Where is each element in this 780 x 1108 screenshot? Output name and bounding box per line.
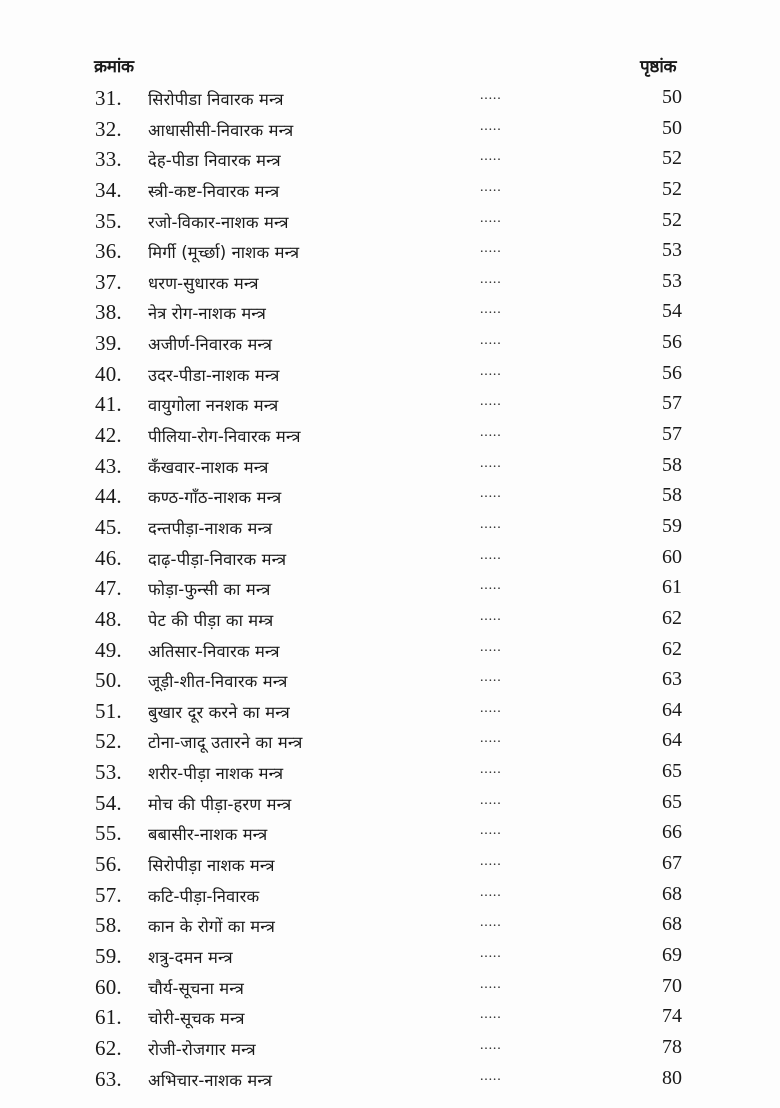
leader-dots: ..... — [480, 455, 502, 471]
entry-title: कटि-पीड़ा-निवारक — [148, 886, 260, 906]
toc-entry — [0, 697, 780, 728]
entry-page-number: 65 — [662, 790, 682, 813]
entry-page-number: 80 — [662, 1066, 682, 1089]
entry-number: 58. — [95, 913, 122, 938]
leader-dots: ..... — [480, 363, 502, 379]
entry-number: 53. — [95, 760, 122, 785]
leader-dots: ..... — [480, 670, 502, 686]
page-number-heading: पृष्ठांक — [640, 57, 677, 77]
leader-dots: ..... — [480, 149, 502, 165]
leader-dots: ..... — [480, 762, 502, 778]
leader-dots: ..... — [480, 700, 502, 716]
entry-number: 56. — [95, 852, 122, 877]
entry-title: उदर-पीडा-नाशक मन्त्र — [148, 365, 280, 385]
entry-title: चौर्य-सूचना मन्त्र — [148, 978, 244, 998]
entry-number: 45. — [95, 514, 122, 539]
entry-title: रोजी-रोजगार मन्त्र — [148, 1039, 256, 1059]
toc-entry — [0, 758, 780, 789]
toc-entry — [0, 881, 780, 912]
entry-title: सिरोपीडा निवारक मन्त्र — [148, 90, 284, 109]
leader-dots: ..... — [480, 271, 502, 287]
entry-title: मिर्गी (मूर्च्छा) नाशक मन्त्र — [148, 243, 300, 263]
entry-title: बुखार दूर करने का मन्त्र — [148, 702, 290, 722]
toc-entry — [0, 268, 780, 299]
entry-page-number: 70 — [662, 974, 682, 997]
entry-title: दन्तपीड़ा-नाशक मन्त्र — [148, 518, 273, 538]
entry-title: देह-पीडा निवारक मन्त्र — [148, 151, 281, 171]
entry-number: 44. — [95, 484, 122, 509]
toc-entry — [0, 789, 780, 820]
entry-number: 38. — [95, 300, 122, 325]
entry-page-number: 57 — [662, 392, 682, 415]
entry-number: 31. — [95, 86, 122, 110]
entry-number: 42. — [95, 423, 122, 448]
toc-entry — [0, 207, 780, 238]
entry-title: पेट की पीड़ा का मम्त्र — [148, 610, 274, 630]
entry-title: अजीर्ण-निवारक मन्त्र — [148, 335, 273, 355]
entry-number: 36. — [95, 239, 122, 264]
entry-title: शरीर-पीड़ा नाशक मन्त्र — [148, 764, 284, 784]
table-of-contents — [0, 84, 780, 1095]
entry-title: आधासीसी-निवारक मन्त्र — [148, 120, 294, 140]
toc-entry — [0, 727, 780, 758]
leader-dots: ..... — [480, 179, 502, 195]
entry-number: 39. — [95, 331, 122, 356]
toc-entry — [0, 1034, 780, 1065]
entry-number: 63. — [95, 1066, 122, 1091]
leader-dots: ..... — [480, 854, 502, 870]
entry-page-number: 74 — [662, 1005, 682, 1028]
entry-title: कँखवार-नाशक मन्त्र — [148, 457, 269, 477]
leader-dots: ..... — [480, 884, 502, 900]
entry-page-number: 52 — [662, 208, 682, 231]
leader-dots: ..... — [480, 547, 502, 563]
toc-entry — [0, 513, 780, 544]
leader-dots: ..... — [480, 792, 502, 808]
leader-dots: ..... — [480, 333, 502, 349]
toc-entry — [0, 298, 780, 329]
toc-entry — [0, 544, 780, 575]
entry-page-number: 68 — [662, 913, 682, 936]
entry-title: फोड़ा-फुन्सी का मन्त्र — [148, 580, 271, 600]
entry-page-number: 64 — [662, 729, 682, 752]
toc-entry — [0, 911, 780, 942]
entry-page-number: 52 — [662, 147, 682, 170]
entry-title: धरण-सुधारक मन्त्र — [148, 273, 259, 293]
entry-page-number: 67 — [662, 852, 682, 875]
entry-number: 57. — [95, 882, 122, 907]
entry-number: 37. — [95, 269, 122, 294]
entry-page-number: 66 — [662, 821, 682, 844]
entry-page-number: 78 — [662, 1035, 682, 1058]
entry-number: 47. — [95, 576, 122, 601]
entry-title: दाढ़-पीड़ा-निवारक मन्त्र — [148, 549, 287, 569]
entry-title: पीलिया-रोग-निवारक मन्त्र — [148, 427, 301, 447]
leader-dots: ..... — [480, 88, 502, 103]
entry-title: वायुगोला ननशक मन्त्र — [148, 396, 279, 416]
entry-page-number: 68 — [662, 882, 682, 905]
entry-page-number: 56 — [662, 361, 682, 384]
leader-dots: ..... — [480, 241, 502, 257]
leader-dots: ..... — [480, 516, 502, 532]
entry-number: 59. — [95, 943, 122, 968]
entry-title: चोरी-सूचक मन्त्र — [148, 1009, 245, 1029]
entry-number: 48. — [95, 606, 122, 631]
leader-dots: ..... — [480, 639, 502, 655]
entry-page-number: 59 — [662, 514, 682, 537]
entry-page-number: 62 — [662, 637, 682, 660]
toc-entry — [0, 605, 780, 636]
toc-entry — [0, 390, 780, 421]
toc-entry — [0, 237, 780, 268]
entry-page-number: 52 — [662, 177, 682, 200]
entry-title: स्त्री-कष्ट-निवारक मन्त्र — [148, 181, 280, 201]
leader-dots: ..... — [480, 1037, 502, 1053]
entry-page-number: 65 — [662, 760, 682, 783]
serial-number-heading: क्रमांक — [94, 57, 134, 77]
entry-page-number: 58 — [662, 484, 682, 507]
entry-title: कान के रोगों का मन्त्र — [148, 917, 275, 937]
entry-number: 54. — [95, 790, 122, 815]
entry-page-number: 53 — [662, 239, 682, 262]
toc-entry — [0, 1003, 780, 1034]
leader-dots: ..... — [480, 210, 502, 226]
leader-dots: ..... — [480, 394, 502, 410]
entry-title: जूड़ी-शीत-निवारक मन्त्र — [148, 672, 288, 692]
toc-entry — [0, 819, 780, 850]
leader-dots: ..... — [480, 945, 502, 961]
entry-page-number: 62 — [662, 606, 682, 629]
entry-number: 33. — [95, 147, 122, 172]
leader-dots: ..... — [480, 608, 502, 624]
toc-entry — [0, 636, 780, 667]
leader-dots: ..... — [480, 823, 502, 839]
entry-page-number: 64 — [662, 698, 682, 721]
entry-number: 60. — [95, 974, 122, 999]
leader-dots: ..... — [480, 118, 502, 134]
entry-page-number: 63 — [662, 668, 682, 691]
toc-entry — [0, 145, 780, 176]
entry-title: बबासीर-नाशक मन्त्र — [148, 825, 268, 845]
toc-entry — [0, 115, 780, 146]
entry-number: 43. — [95, 453, 122, 478]
leader-dots: ..... — [480, 578, 502, 594]
entry-number: 46. — [95, 545, 122, 570]
entry-page-number: 53 — [662, 269, 682, 292]
entry-page-number: 56 — [662, 331, 682, 354]
entry-title: मोच की पीड़ा-हरण मन्त्र — [148, 794, 292, 814]
entry-number: 52. — [95, 729, 122, 754]
entry-page-number: 57 — [662, 423, 682, 446]
leader-dots: ..... — [480, 1068, 502, 1084]
entry-title: सिरोपीड़ा नाशक मन्त्र — [148, 856, 275, 876]
entry-page-number: 54 — [662, 300, 682, 323]
toc-entry — [0, 84, 780, 115]
toc-entry — [0, 452, 780, 483]
entry-number: 51. — [95, 698, 122, 723]
entry-title: रजो-विकार-नाशक मन्त्र — [148, 212, 289, 232]
leader-dots: ..... — [480, 486, 502, 502]
entry-page-number: 60 — [662, 545, 682, 568]
entry-number: 62. — [95, 1035, 122, 1060]
toc-entry — [0, 360, 780, 391]
leader-dots: ..... — [480, 915, 502, 931]
leader-dots: ..... — [480, 302, 502, 318]
toc-entry — [0, 942, 780, 973]
toc-entry — [0, 176, 780, 207]
leader-dots: ..... — [480, 976, 502, 992]
entry-number: 32. — [95, 116, 122, 141]
toc-entry — [0, 850, 780, 881]
toc-header — [0, 54, 780, 82]
toc-entry — [0, 482, 780, 513]
toc-entry — [0, 329, 780, 360]
entry-page-number: 50 — [662, 86, 682, 108]
entry-title: नेत्र रोग-नाशक मन्त्र — [148, 304, 266, 324]
toc-entry — [0, 973, 780, 1004]
entry-page-number: 50 — [662, 116, 682, 139]
leader-dots: ..... — [480, 731, 502, 747]
entry-number: 41. — [95, 392, 122, 417]
entry-number: 50. — [95, 668, 122, 693]
leader-dots: ..... — [480, 1007, 502, 1023]
toc-entry — [0, 1065, 780, 1096]
entry-title: शत्रु-दमन मन्त्र — [148, 947, 233, 967]
entry-number: 34. — [95, 177, 122, 202]
entry-number: 40. — [95, 361, 122, 386]
entry-page-number: 69 — [662, 943, 682, 966]
entry-title: अभिचार-नाशक मन्त्र — [148, 1070, 273, 1090]
entry-number: 49. — [95, 637, 122, 662]
toc-entry — [0, 666, 780, 697]
entry-number: 35. — [95, 208, 122, 233]
entry-page-number: 61 — [662, 576, 682, 599]
leader-dots: ..... — [480, 425, 502, 441]
entry-number: 61. — [95, 1005, 122, 1030]
entry-number: 55. — [95, 821, 122, 846]
toc-entry — [0, 421, 780, 452]
entry-title: कण्ठ-गाँठ-नाशक मन्त्र — [148, 488, 282, 508]
toc-entry — [0, 574, 780, 605]
entry-title: अतिसार-निवारक मन्त्र — [148, 641, 280, 661]
entry-title: टोना-जादू उतारने का मन्त्र — [148, 733, 303, 753]
entry-page-number: 58 — [662, 453, 682, 476]
